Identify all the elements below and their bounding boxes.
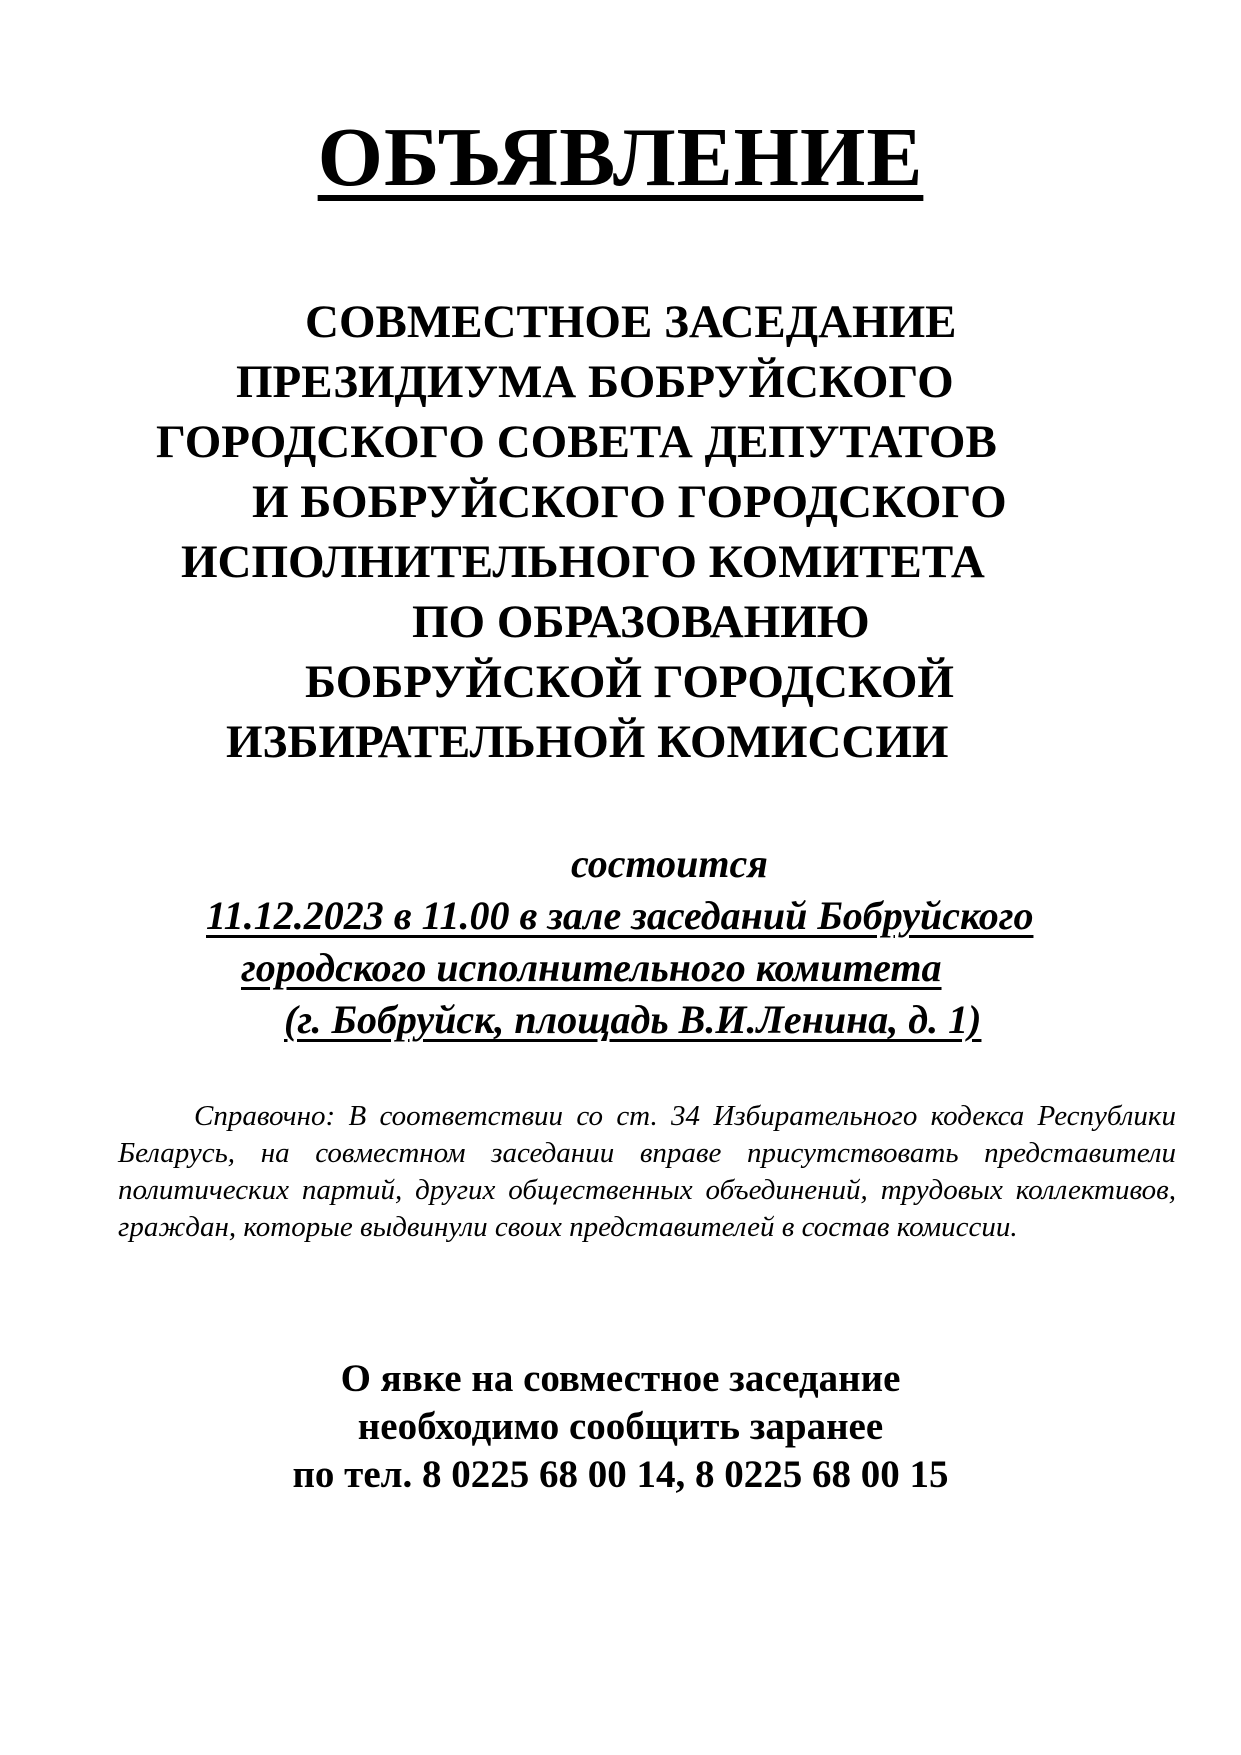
- heading-line: ГОРОДСКОГО СОВЕТА ДЕПУТАТОВ: [156, 416, 997, 468]
- heading-line: И БОБРУЙСКОГО ГОРОДСКОГО: [252, 476, 1007, 528]
- heading-line: БОБРУЙСКОЙ ГОРОДСКОЙ: [305, 656, 954, 708]
- schedule-venue: городского исполнительного комитета: [241, 945, 942, 990]
- heading-line: СОВМЕСТНОЕ ЗАСЕДАНИЕ: [305, 296, 957, 348]
- contact-phones: по тел. 8 0225 68 00 14, 8 0225 68 00 15: [292, 1453, 949, 1496]
- schedule-date-place: 11.12.2023 в 11.00 в зале заседаний Бобруйского: [206, 893, 1034, 938]
- heading-line: ПРЕЗИДИУМА БОБРУЙСКОГО: [236, 356, 954, 408]
- reference-note: Справочно: В соответствии со ст. 34 Избирательного кодекса Республики Беларусь, на совместном заседании вправе присутствовать представители политических партий, других общественных объединений, трудовых коллективов, граждан, которые выдвинули своих представителей в состав комиссии.: [118, 1100, 1176, 1243]
- contact-line: необходимо сообщить заранее: [357, 1405, 884, 1448]
- schedule-intro: состоится: [571, 841, 768, 886]
- schedule-address: (г. Бобруйск, площадь В.И.Ленина, д. 1): [284, 997, 982, 1042]
- heading-line: ИЗБИРАТЕЛЬНОЙ КОМИССИИ: [226, 716, 949, 768]
- contact-line: О явке на совместное заседание: [340, 1357, 901, 1400]
- heading-line: ПО ОБРАЗОВАНИЮ: [412, 596, 870, 648]
- page-title: ОБЪЯВЛЕНИЕ: [317, 111, 924, 204]
- heading-line: ИСПОЛНИТЕЛЬНОГО КОМИТЕТА: [181, 536, 985, 588]
